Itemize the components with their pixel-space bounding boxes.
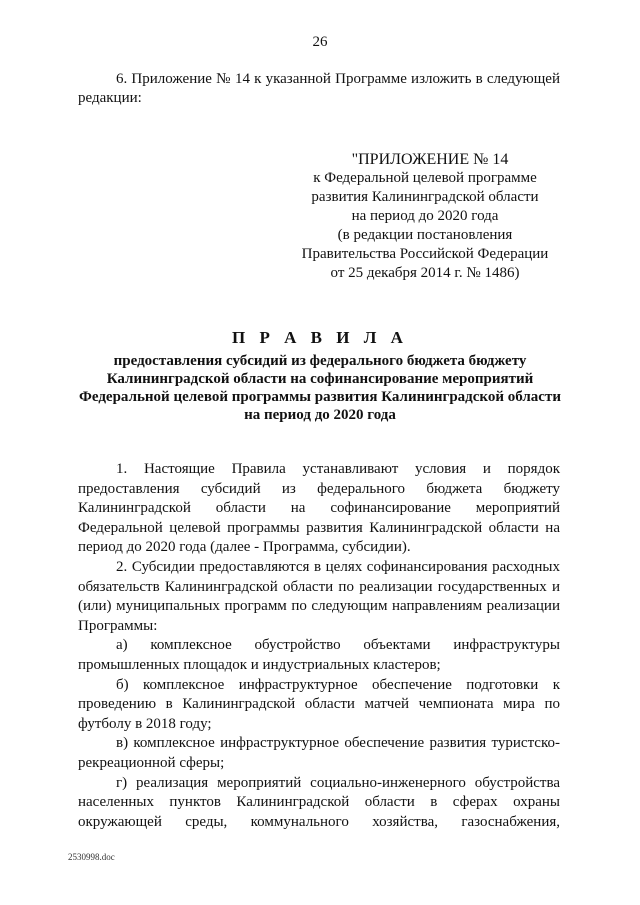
rules-body xyxy=(78,460,560,832)
rules-subtitle-line: на период до 2020 года xyxy=(244,407,396,423)
rules-heading: П Р А В И Л А xyxy=(232,328,408,347)
intro-paragraph: 6. Приложение № 14 к указанной Программе изложить в следующей редакции: xyxy=(78,71,560,106)
paragraph-1: 1. Настоящие Правила устанавливают условия и порядок предоставления субсидий из федерального бюджета бюджету Калининградской области на софинансирование мероприятий Федеральной целевой программы развития Калининградской области на период до 2020 года (далее - Программа, субсидии). xyxy=(78,461,560,556)
page-number: 26 xyxy=(312,34,328,50)
appendix-line: Правительства Российской Федерации xyxy=(301,246,549,262)
appendix-line: на период до 2020 года xyxy=(351,208,499,224)
appendix-line: развития Калининградской области xyxy=(311,189,539,205)
document-id: 2530998.doc xyxy=(68,852,115,862)
paragraph-2c: в) комплексное инфраструктурное обеспечение развития туристско-рекреационной сферы; xyxy=(78,735,560,771)
appendix-line: (в редакции постановления xyxy=(337,227,513,243)
appendix-header xyxy=(290,150,560,283)
paragraph-2a: а) комплексное обустройство объектами инфраструктуры промышленных площадок и индустриальных кластеров; xyxy=(78,637,560,673)
rules-subtitle-line: Калининградской области на софинансирование мероприятий xyxy=(106,371,534,387)
appendix-title: "ПРИЛОЖЕНИЕ № 14 xyxy=(351,151,509,168)
rules-subtitle-line: предоставления субсидий из федерального бюджета бюджету xyxy=(113,353,527,369)
paragraph-2: 2. Субсидии предоставляются в целях софинансирования расходных обязательств Калининградской области по реализации государственных и (или) муниципальных программ по следующим направлениям реализации Программы: xyxy=(78,558,560,634)
appendix-line: от 25 декабря 2014 г. № 1486) xyxy=(330,265,520,281)
paragraph-2b: б) комплексное инфраструктурное обеспечение подготовки к проведению в Калининградской области матчей чемпионата мира по футболу в 2018 году; xyxy=(78,676,560,732)
rules-subtitle xyxy=(70,352,570,424)
paragraph-2d: г) реализация мероприятий социально-инженерного обустройства населенных пунктов Калининградской области в сферах охраны окружающей среды, коммунального хозяйства, газоснабжения, xyxy=(78,774,560,830)
rules-subtitle-line: Федеральной целевой программы развития Калининградской области xyxy=(79,389,561,405)
appendix-line: к Федеральной целевой программе xyxy=(313,170,537,186)
